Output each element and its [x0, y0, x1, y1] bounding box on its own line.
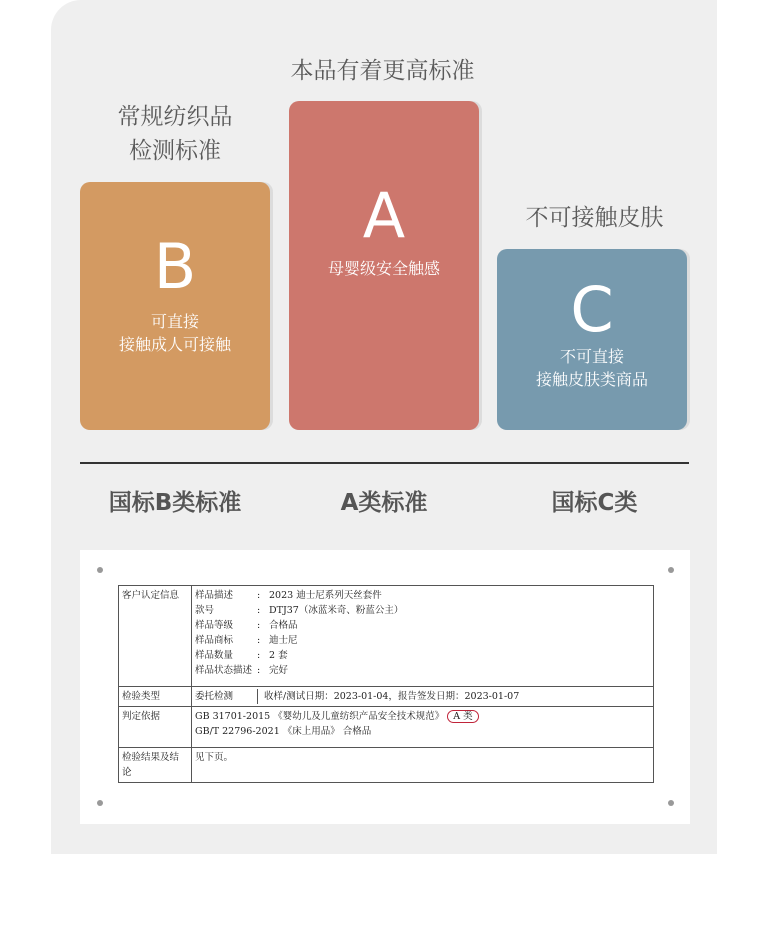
kv-sep: :	[257, 620, 261, 631]
grade-b-card	[80, 182, 270, 430]
card-b-caption	[80, 100, 270, 168]
kv-sep: :	[257, 590, 261, 601]
kv-value: 2 套	[269, 650, 288, 661]
grade-b-desc-line1: 可直接	[150, 312, 199, 331]
pin-dot-bottom-left	[97, 800, 103, 806]
basis-line1	[195, 709, 650, 724]
kv-key: 样品等级	[195, 620, 234, 631]
kv-row	[195, 603, 650, 618]
label-a: A类标准	[340, 490, 428, 516]
basis-standard-1: GB 31701-2015 《婴幼儿及儿童纺织产品安全技术规范》	[195, 711, 445, 722]
kv-row	[195, 618, 650, 633]
customer-info-label: 客户认定信息	[119, 586, 192, 687]
test-report-image	[80, 550, 690, 824]
kv-row	[195, 633, 650, 648]
basis-label: 判定依据	[119, 707, 192, 748]
test-type-values	[192, 687, 654, 707]
card-b-caption-line2: 检测标准	[129, 138, 221, 164]
baseline-divider	[80, 462, 689, 464]
kv-value: 2023 迪士尼系列天丝套件	[269, 590, 382, 601]
card-b-caption-line1: 常规纺织品	[117, 104, 233, 130]
grade-b-letter: B	[153, 230, 197, 303]
kv-sep: :	[257, 650, 261, 661]
panel-rounded-corner	[51, 0, 81, 30]
grade-c-desc-line2: 接触皮肤类商品	[535, 370, 648, 389]
result-value: 见下页。	[192, 748, 654, 783]
test-dates: 收样/测试日期：2023-01-04，报告签发日期：2023-01-07	[264, 691, 520, 702]
kv-value: 合格品	[269, 620, 298, 631]
grade-c-card	[497, 249, 687, 430]
test-type-label: 检验类型	[119, 687, 192, 707]
kv-key: 样品数量	[195, 650, 234, 661]
kv-key: 款号	[195, 605, 215, 616]
kv-sep: :	[257, 665, 261, 676]
grade-a-desc: 母婴级安全触感	[327, 259, 440, 278]
basis-values	[192, 707, 654, 748]
grade-a-card	[289, 101, 479, 430]
center-title: 本品有着更高标准	[290, 58, 475, 84]
label-c: 国标C类	[551, 490, 638, 516]
kv-row	[195, 588, 650, 603]
kv-row	[195, 648, 650, 663]
kv-key: 样品商标	[195, 635, 234, 646]
kv-value: 迪士尼	[269, 635, 298, 646]
kv-key: 样品状态描述	[195, 665, 253, 676]
report-row-result	[119, 748, 654, 783]
report-row-test-type	[119, 687, 654, 707]
grade-a-highlight-ring: A 类	[447, 710, 478, 723]
grade-a-letter: A	[362, 179, 406, 252]
grade-b-desc-line2: 接触成人可接触	[118, 335, 231, 354]
kv-key: 样品描述	[195, 590, 234, 601]
result-label: 检验结果及结论	[119, 748, 192, 783]
kv-sep: :	[257, 635, 261, 646]
test-type-value: 委托检测	[195, 689, 258, 704]
customer-info-values	[192, 586, 654, 687]
kv-value: 完好	[269, 665, 289, 676]
pin-dot-bottom-right	[668, 800, 674, 806]
pin-dot-top-right	[668, 567, 674, 573]
label-b: 国标B类标准	[108, 490, 242, 516]
report-table	[118, 585, 654, 783]
grade-c-letter: C	[570, 273, 614, 346]
kv-row	[195, 663, 650, 678]
kv-sep: :	[257, 605, 261, 616]
report-row-customer	[119, 586, 654, 687]
pin-dot-top-left	[97, 567, 103, 573]
basis-line2: GB/T 22796-2021 《床上用品》 合格品	[195, 726, 372, 737]
grade-c-desc-line1: 不可直接	[559, 347, 624, 366]
kv-value: DTJ37（冰蓝米奇、粉蓝公主）	[269, 605, 404, 616]
report-row-basis	[119, 707, 654, 748]
card-c-caption: 不可接触皮肤	[525, 205, 664, 231]
